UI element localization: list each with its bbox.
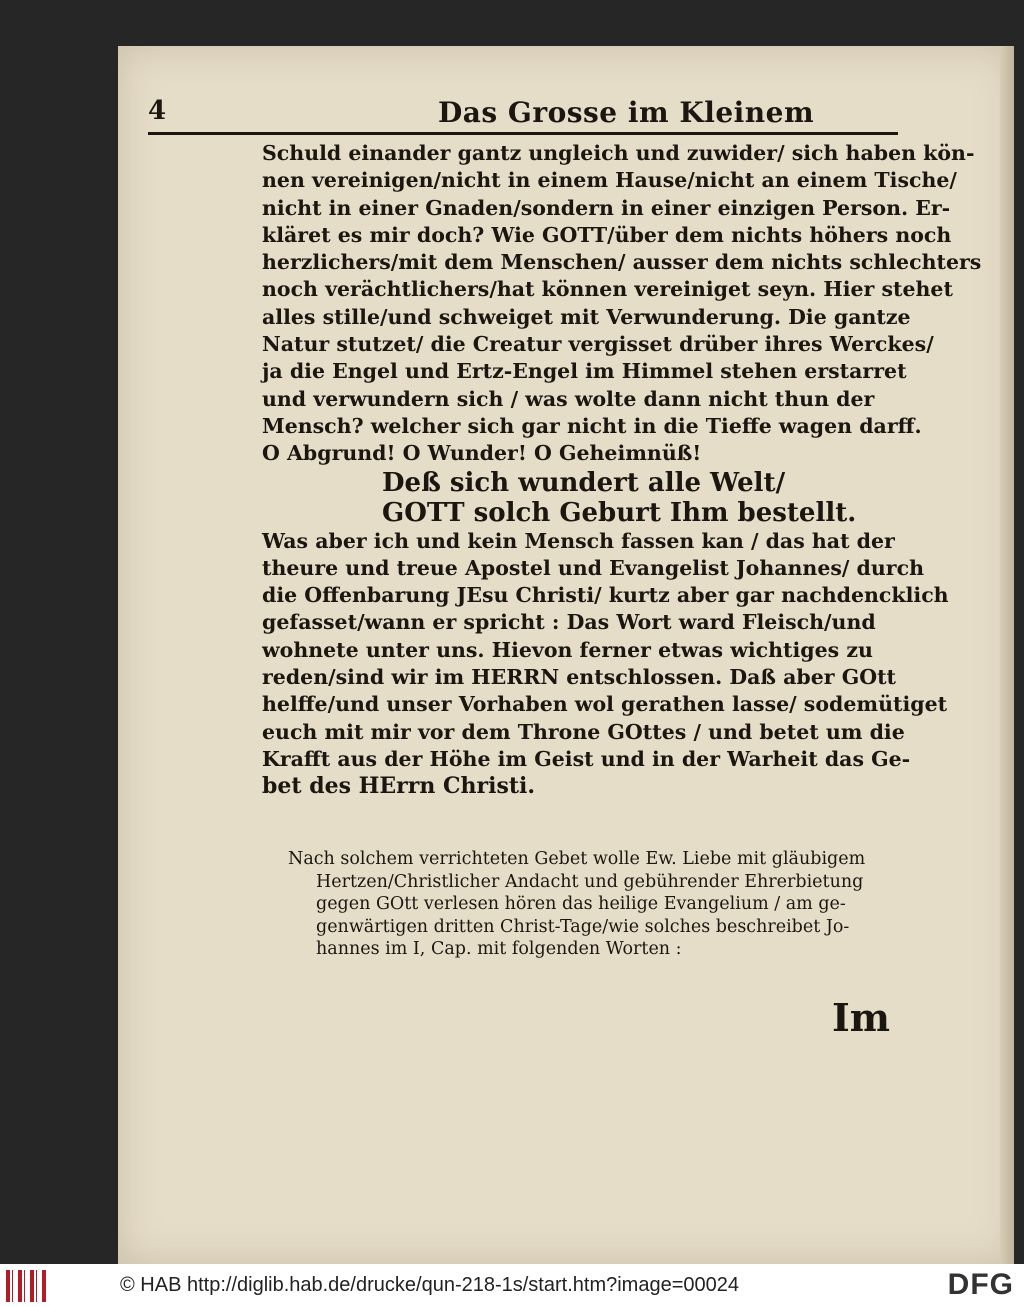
text-line: ja die Engel und Ertz-Engel im Himmel stehen erstarret	[262, 359, 907, 384]
text-line: nicht in einer Gnaden/sondern in einer einzigen Person. Er-	[262, 195, 951, 220]
text-line: Mensch? welcher sich gar nicht in die Tieffe wagen darff.	[262, 413, 922, 438]
text-line: herzlichers/mit dem Menschen/ ausser dem nichts schlechters	[262, 250, 982, 275]
text-line: bet des HErrn Christi.	[262, 773, 536, 800]
rubric-line: hannes im I, Cap. mit folgenden Worten :	[316, 939, 682, 960]
text-line: gefasset/wann er spricht : Das Wort ward Fleisch/und	[262, 610, 876, 635]
text-line: theure und treue Apostel und Evangelist Johannes/ durch	[262, 555, 924, 580]
page-header	[148, 96, 898, 135]
page-edge	[1000, 46, 1014, 1264]
text-line: Schuld einander gantz ungleich und zuwider/ sich haben kön-	[262, 141, 975, 165]
main-text-block	[262, 140, 982, 801]
text-line: Natur stutzet/ die Creatur vergisset drüber ihres Werckes/	[262, 332, 934, 357]
rubric-line: gegen GOtt verlesen hören das heilige Evangelium / am ge-	[316, 894, 846, 915]
text-line: helffe/und unser Vorhaben wol gerathen lasse/ sodemütiget	[262, 692, 948, 717]
rubric-line: Hertzen/Christlicher Andacht und gebührender Ehrerbietung	[316, 871, 864, 892]
rubric-line: genwärtigen dritten Christ-Tage/wie solches beschreibet Jo-	[316, 916, 850, 937]
rubric-text-block	[288, 848, 898, 961]
text-line: reden/sind wir im HERRN entschlossen. Daß aber GOtt	[262, 665, 897, 690]
text-line: alles stille/und schweiget mit Verwunderung. Die gantze	[262, 304, 911, 329]
verse-line: GOTT solch Geburt Ihm bestellt.	[382, 497, 857, 528]
text-line: noch verächtlichers/hat können vereiniget seyn. Hier stehet	[262, 277, 953, 302]
text-line: und verwundern sich / was wolte dann nicht thun der	[262, 386, 875, 411]
viewer-footer	[0, 1264, 1024, 1307]
page-number: 4	[148, 96, 167, 126]
hab-logo-icon[interactable]	[6, 1270, 46, 1302]
text-line: wohnete unter uns. Hievon ferner etwas wichtiges zu	[262, 637, 873, 662]
text-line: die Offenbarung JEsu Christi/ kurtz aber gar nachdencklich	[262, 583, 949, 608]
dfg-logo-icon[interactable]: DFG	[947, 1268, 1014, 1301]
text-line: Krafft aus der Höhe im Geist und in der Warheit das Ge-	[262, 746, 911, 771]
text-line: kläret es mir doch? Wie GOTT/über dem nichts höhers noch	[262, 222, 952, 247]
running-title: Das Grosse im Kleinem	[438, 96, 815, 129]
text-line: nen vereinigen/nicht in einem Hause/nicht an einem Tische/	[262, 168, 957, 193]
copyright-link[interactable]: © HAB http://diglib.hab.de/drucke/qun-218-1s/start.htm?image=00024	[120, 1274, 739, 1296]
text-line: O Abgrund! O Wunder! O Geheimnüß!	[262, 441, 702, 466]
text-line: euch mit mir vor dem Throne GOttes / und betet um die	[262, 719, 905, 744]
verse-line: Deß sich wundert alle Welt/	[382, 467, 786, 498]
text-line: Was aber ich und kein Mensch fassen kan / das hat der	[262, 528, 895, 553]
rubric-line: Nach solchem verrichteten Gebet wolle Ew. Liebe mit gläubigem	[288, 849, 866, 869]
catchword: Im	[832, 995, 890, 1040]
